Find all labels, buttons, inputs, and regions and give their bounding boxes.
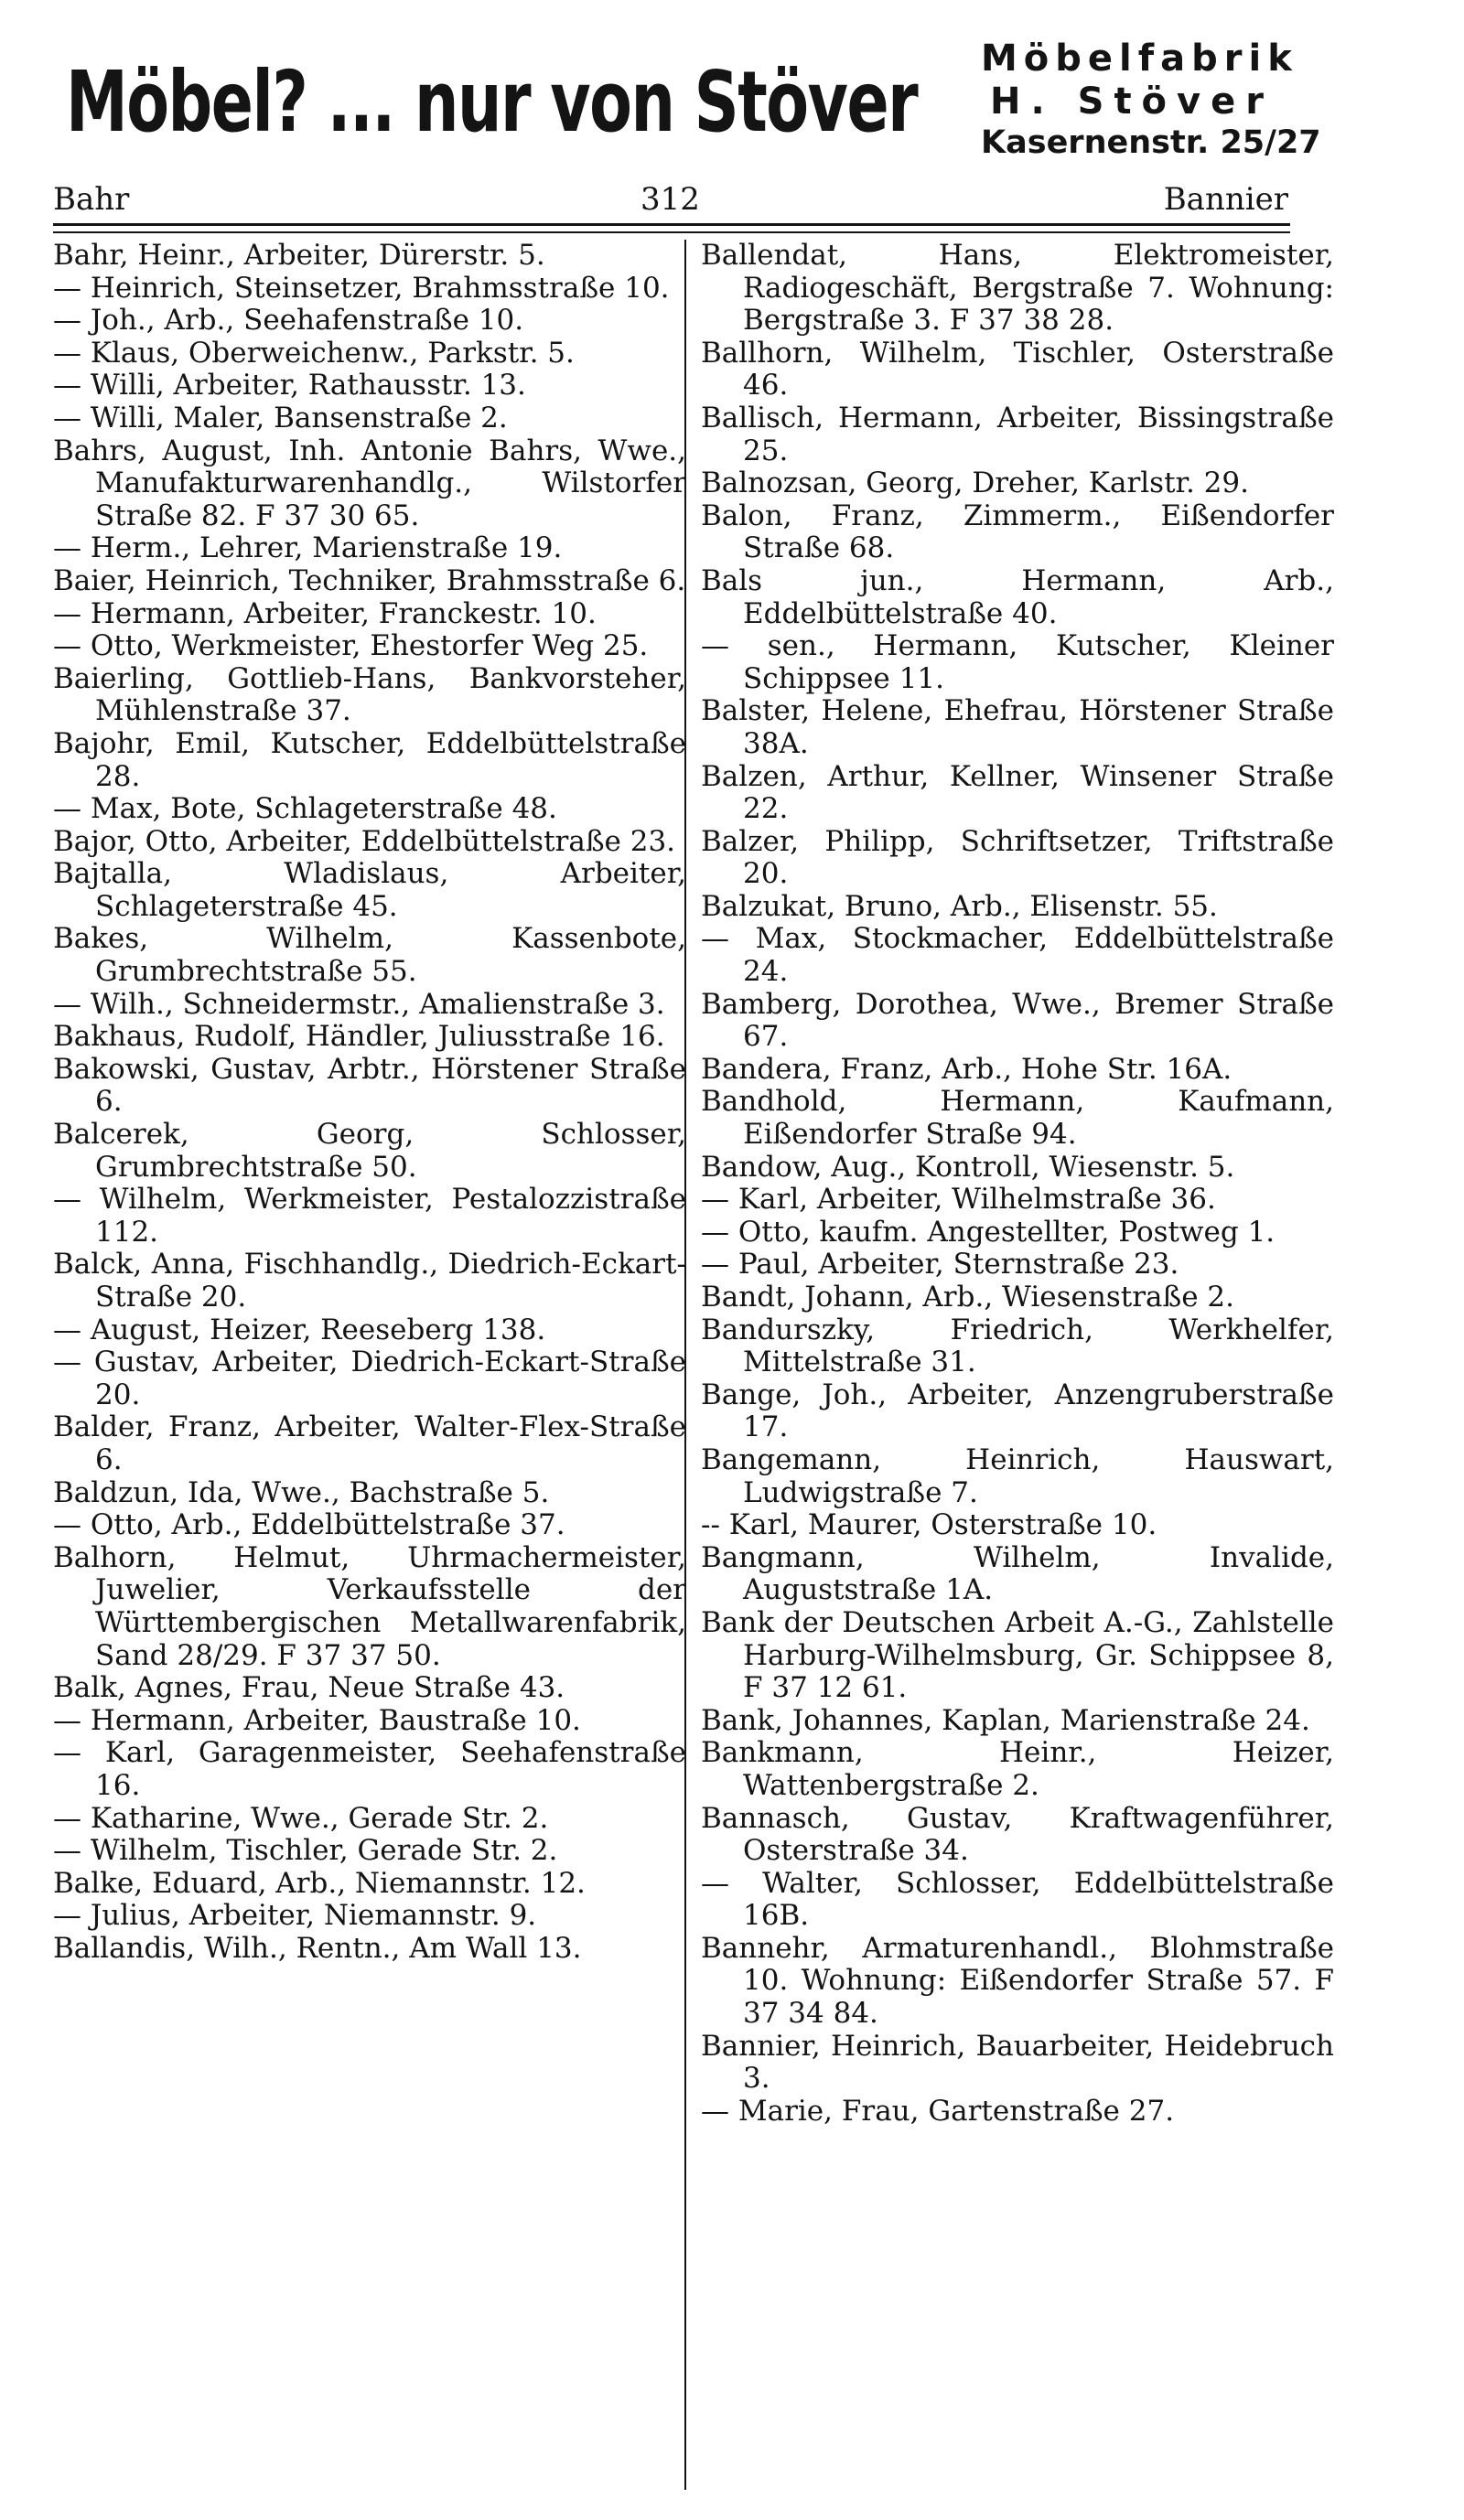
directory-entry: Bajtalla, Wladislaus, Arbeiter, Schlageterstraße 45.: [53, 857, 686, 923]
directory-entry: — Wilh., Schneidermstr., Amalienstraße 3.: [53, 987, 665, 1021]
directory-entry: Bank, Johannes, Kaplan, Marienstraße 24.: [701, 1703, 1310, 1737]
directory-entry: Bannehr, Armaturenhandl., Blohmstraße 10. Wohnung: Eißendorfer Straße 57. F 37 34 84.: [701, 1931, 1334, 2031]
directory-entry: Bakhaus, Rudolf, Händler, Juliusstraße 16.: [53, 1020, 665, 1054]
advertisement-banner: [66, 37, 1321, 174]
directory-entry: Bangemann, Heinrich, Hauswart, Ludwigstraße 7.: [701, 1442, 1334, 1509]
ad-company-name: H. Stöver: [990, 80, 1274, 123]
ad-company-box: [981, 37, 1321, 163]
left-column: [53, 240, 686, 1965]
ad-slogan: Möbel? ... nur von Stöver: [66, 53, 918, 151]
directory-entry: Bange, Joh., Arbeiter, Anzengruberstraße 17.: [701, 1378, 1334, 1444]
directory-entry: — Max, Bote, Schlageterstraße 48.: [53, 792, 557, 826]
directory-entry: Bandow, Aug., Kontroll, Wiesenstr. 5.: [701, 1150, 1235, 1184]
directory-entry: — Heinrich, Steinsetzer, Brahmsstraße 10.: [53, 271, 670, 305]
directory-entry: Bakowski, Gustav, Arbtr., Hörstener Straße 6.: [53, 1052, 686, 1119]
right-column: [701, 240, 1334, 2128]
directory-entry: Balon, Franz, Zimmerm., Eißendorfer Straße 68.: [701, 499, 1334, 565]
directory-entry: Balzen, Arthur, Kellner, Winsener Straße 22.: [701, 759, 1334, 826]
directory-entry: Bandhold, Hermann, Kaufmann, Eißendorfer Straße 94.: [701, 1085, 1334, 1152]
header-rule: [53, 223, 1290, 226]
directory-entry: — Otto, kaufm. Angestellter, Postweg 1.: [701, 1215, 1276, 1249]
directory-entry: — Wilhelm, Tischler, Gerade Str. 2.: [53, 1834, 558, 1868]
page-number: 312: [640, 181, 700, 218]
directory-entry: Bangmann, Wilhelm, Invalide, Auguststraße 1A.: [701, 1540, 1334, 1607]
directory-entry: — Marie, Frau, Gartenstraße 27.: [701, 2094, 1175, 2128]
directory-entry: Bajor, Otto, Arbeiter, Eddelbüttelstraße 23.: [53, 824, 676, 858]
directory-entry: Balzukat, Bruno, Arb., Elisenstr. 55.: [701, 889, 1218, 923]
directory-entry: — Karl, Garagenmeister, Seehafenstraße 16.: [53, 1736, 686, 1802]
directory-entry: — Otto, Arb., Eddelbüttelstraße 37.: [53, 1508, 565, 1542]
directory-entry: — Herm., Lehrer, Marienstraße 19.: [53, 531, 563, 565]
directory-entry: — Walter, Schlosser, Eddelbüttelstraße 16B.: [701, 1866, 1334, 1933]
directory-entry: Bals jun., Hermann, Arb., Eddelbüttelstraße 40.: [701, 563, 1334, 630]
directory-entry: Ballisch, Hermann, Arbeiter, Bissingstraße 25.: [701, 401, 1334, 467]
directory-entry: Ballhorn, Wilhelm, Tischler, Osterstraße 46.: [701, 336, 1334, 402]
directory-entry: Bankmann, Heinr., Heizer, Wattenbergstraße 2.: [701, 1736, 1334, 1802]
directory-entry: — Paul, Arbeiter, Sternstraße 23.: [701, 1248, 1179, 1281]
header-rule-thin: [53, 231, 1290, 233]
directory-entry: — Wilhelm, Werkmeister, Pestalozzistraße 112.: [53, 1183, 686, 1249]
directory-entry: — Katharine, Wwe., Gerade Str. 2.: [53, 1801, 549, 1835]
directory-entry: Bannasch, Gustav, Kraftwagenführer, Osterstraße 34.: [701, 1801, 1334, 1868]
directory-entry: — Otto, Werkmeister, Ehestorfer Weg 25.: [53, 629, 649, 663]
directory-entry: Balke, Eduard, Arb., Niemannstr. 12.: [53, 1866, 586, 1900]
directory-entry: Bajohr, Emil, Kutscher, Eddelbüttelstraße 28.: [53, 726, 686, 793]
ad-company-type: Möbelfabrik: [981, 38, 1298, 80]
directory-entry: — Klaus, Oberweichenw., Parkstr. 5.: [53, 336, 575, 370]
directory-entry: Balhorn, Helmut, Uhrmachermeister, Juwelier, Verkaufsstelle der Württembergischen Metallwarenfabrik, Sand 28/29. F 37 37 50.: [53, 1540, 686, 1672]
directory-entry: Ballendat, Hans, Elektromeister, Radiogeschäft, Bergstraße 7. Wohnung: Bergstraße 3. F 37 38 28.: [701, 239, 1334, 338]
header-first-entry: Bahr: [53, 181, 130, 218]
header-last-entry: Bannier: [1163, 181, 1288, 218]
directory-entry: — sen., Hermann, Kutscher, Kleiner Schippsee 11.: [701, 629, 1334, 695]
directory-entry: — Julius, Arbeiter, Niemannstr. 9.: [53, 1899, 537, 1933]
directory-entry: Balk, Agnes, Frau, Neue Straße 43.: [53, 1671, 565, 1705]
directory-entry: Bahrs, August, Inh. Antonie Bahrs, Wwe., Manufakturwarenhandlg., Wilstorfer Straße 82. F 37 30 65.: [53, 434, 686, 532]
directory-entry: Bakes, Wilhelm, Kassenbote, Grumbrechtstraße 55.: [53, 922, 686, 989]
directory-entry: Bandera, Franz, Arb., Hohe Str. 16A.: [701, 1052, 1233, 1086]
directory-entry: Bannier, Heinrich, Bauarbeiter, Heidebruch 3.: [701, 2029, 1334, 2096]
directory-entry: Balcerek, Georg, Schlosser, Grumbrechtstraße 50.: [53, 1118, 686, 1184]
directory-entry: Balzer, Philipp, Schriftsetzer, Triftstraße 20.: [701, 824, 1334, 891]
directory-entry: — Willi, Arbeiter, Rathausstr. 13.: [53, 369, 526, 402]
directory-entry: — Joh., Arb., Seehafenstraße 10.: [53, 304, 524, 338]
directory-entry: Balck, Anna, Fischhandlg., Diedrich-Eckart-Straße 20.: [53, 1248, 686, 1314]
directory-entry: Baierling, Gottlieb-Hans, Bankvorsteher, Mühlenstraße 37.: [53, 661, 686, 728]
directory-entry: — Willi, Maler, Bansenstraße 2.: [53, 401, 508, 434]
directory-entry: Baier, Heinrich, Techniker, Brahmsstraße 6.: [53, 563, 686, 597]
directory-entry: Baldzun, Ida, Wwe., Bachstraße 5.: [53, 1475, 550, 1509]
directory-entry: — Hermann, Arbeiter, Franckestr. 10.: [53, 596, 597, 630]
directory-entry: Bamberg, Dorothea, Wwe., Bremer Straße 67.: [701, 987, 1334, 1054]
ad-company-address: Kasernenstr. 25/27: [981, 124, 1321, 161]
directory-entry: Balster, Helene, Ehefrau, Hörstener Straße 38A.: [701, 694, 1334, 760]
directory-entry: — August, Heizer, Reeseberg 138.: [53, 1313, 546, 1346]
directory-entry: — Karl, Arbeiter, Wilhelmstraße 36.: [701, 1183, 1216, 1217]
directory-entry: -- Karl, Maurer, Osterstraße 10.: [701, 1508, 1157, 1542]
directory-entry: Ballandis, Wilh., Rentn., Am Wall 13.: [53, 1931, 582, 1965]
directory-entry: Bandurszky, Friedrich, Werkhelfer, Mittelstraße 31.: [701, 1313, 1334, 1379]
directory-entry: Bahr, Heinr., Arbeiter, Dürerstr. 5.: [53, 239, 545, 272]
directory-entry: Bandt, Johann, Arb., Wiesenstraße 2.: [701, 1281, 1234, 1314]
directory-entry: Bank der Deutschen Arbeit A.-G., Zahlstelle Harburg-Wilhelmsburg, Gr. Schippsee 8, F 37 12 61.: [701, 1605, 1334, 1705]
directory-entry: — Gustav, Arbeiter, Diedrich-Eckart-Straße 20.: [53, 1346, 686, 1411]
directory-entry: — Hermann, Arbeiter, Baustraße 10.: [53, 1703, 581, 1737]
directory-entry: — Max, Stockmacher, Eddelbüttelstraße 24.: [701, 922, 1334, 989]
directory-entry: Balnozsan, Georg, Dreher, Karlstr. 29.: [701, 466, 1249, 500]
directory-entry: Balder, Franz, Arbeiter, Walter-Flex-Straße 6.: [53, 1410, 686, 1476]
